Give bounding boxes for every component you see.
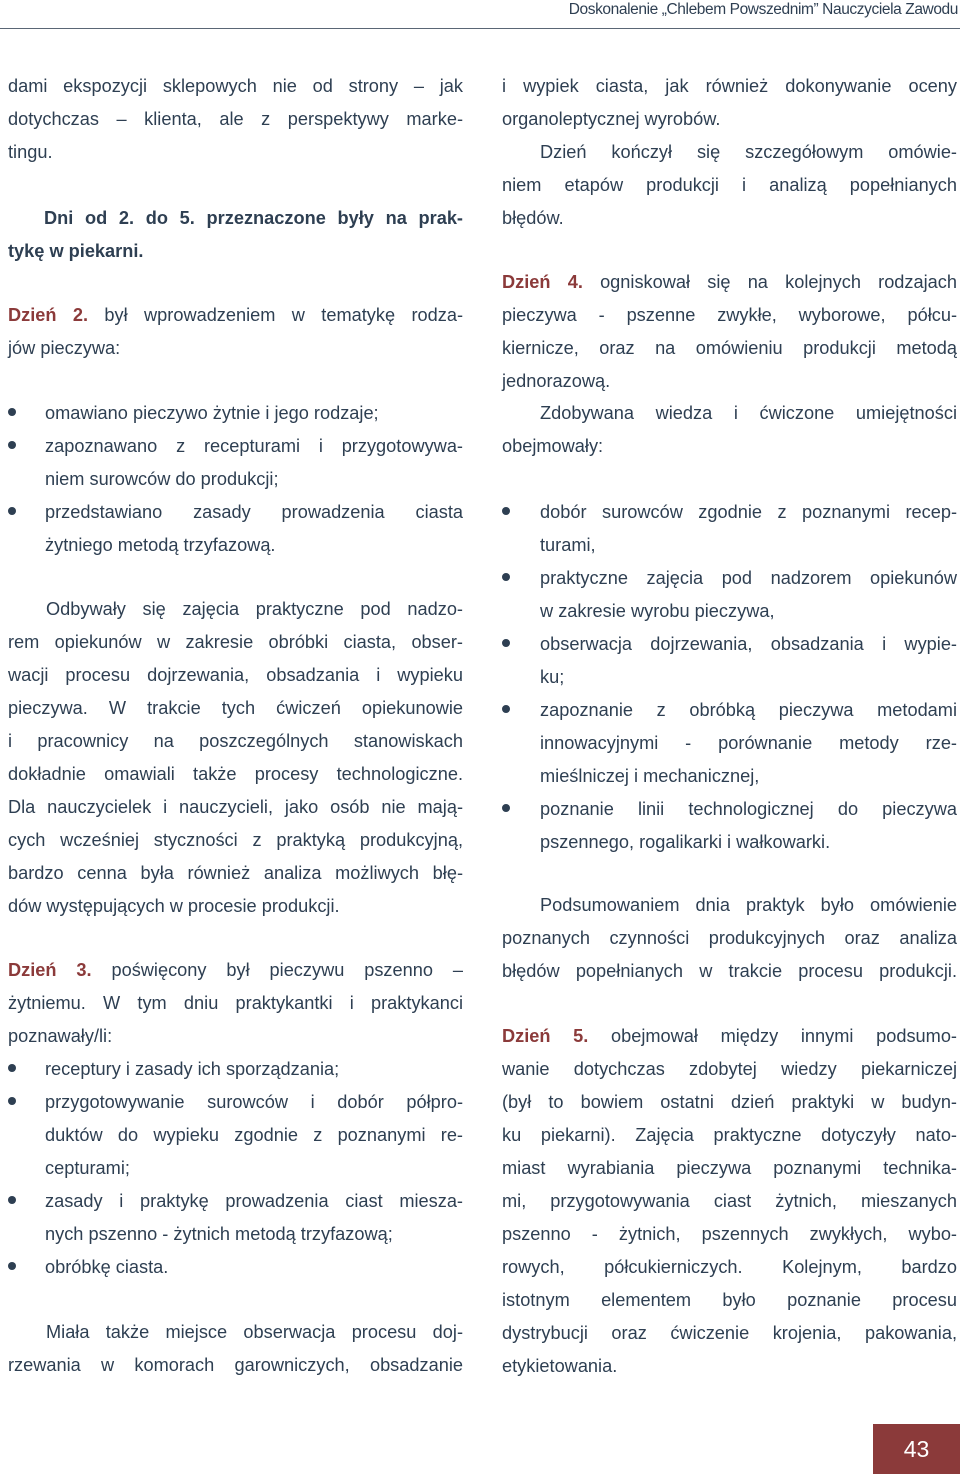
text-line: bardzo cenna była również analiza możliwych błę- — [8, 863, 463, 883]
bullet-item: obserwacja dojrzewania, obsadzania i wypie- — [540, 634, 957, 654]
text-line: jednorazową. — [502, 371, 611, 391]
text-line: wacji procesu dojrzewania, obsadzania i wypieku — [8, 665, 463, 685]
day-5-line: Dzień 5. obejmował między innymi podsumo- — [502, 1026, 957, 1046]
text-line: Odbywały się zajęcia praktyczne pod nadzo- — [46, 599, 463, 619]
bullet-dot — [8, 1097, 16, 1105]
text-line: wanie dotychczas zdobytej wiedzy piekarniczej — [502, 1059, 957, 1079]
text-line: poznanych czynności produkcyjnych oraz analiza — [502, 928, 957, 948]
day-2-label: Dzień 2. — [8, 305, 89, 325]
bullet-item-cont: niem surowców do produkcji; — [45, 469, 279, 489]
text-line: jów pieczywa: — [8, 338, 121, 358]
bullet-item-cont: cepturami; — [45, 1158, 130, 1178]
bullet-item-cont: innowacyjnymi - porównanie metody rze- — [540, 733, 957, 753]
text-line: cych wcześniej styczności z praktyką produkcyjną, — [8, 830, 463, 850]
bullet-item: poznanie linii technologicznej do pieczywa — [540, 799, 957, 819]
text-line: dokładnie omawiali także procesy technologiczne. — [8, 764, 463, 784]
bullet-item: przygotowywanie surowców i dobór półpro- — [45, 1092, 463, 1112]
text-line: i pracownicy na poszczególnych stanowiskach — [8, 731, 463, 751]
text-line: dów występujących w procesie produkcji. — [8, 896, 340, 916]
bullet-item: omawiano pieczywo żytnie i jego rodzaje; — [45, 403, 379, 423]
bullet-dot — [8, 408, 16, 416]
bullet-item-cont: pszennego, rogalikarki i wałkowarki. — [540, 832, 831, 852]
text-line: Dni od 2. do 5. przeznaczone były na prak- — [44, 208, 463, 228]
text-line: Dla nauczycielek i nauczycieli, jako osób nie mają- — [8, 797, 463, 817]
text-line: błędów popełnianych w trakcie procesu produkcji. — [502, 961, 957, 981]
day-5-label: Dzień 5. — [502, 1026, 589, 1046]
bullet-item: zasady i praktykę prowadzenia ciast miesza- — [45, 1191, 463, 1211]
bullet-dot — [502, 573, 510, 581]
day-3-label: Dzień 3. — [8, 960, 92, 980]
bullet-dot — [8, 1196, 16, 1204]
text-line: tingu. — [8, 142, 53, 162]
bullet-item-cont: duktów do wypieku zgodnie z poznanymi re- — [45, 1125, 463, 1145]
text-line: rowych, półcukierniczych. Kolejnym, bardzo — [502, 1257, 957, 1277]
bullet-dot — [8, 1262, 16, 1270]
bullet-dot — [8, 441, 16, 449]
header-rule — [0, 28, 960, 29]
bullet-item: przedstawiano zasady prowadzenia ciasta — [45, 502, 463, 522]
text-line: Podsumowaniem dnia praktyk było omówienie — [540, 895, 957, 915]
text-line: błędów. — [502, 208, 564, 228]
bullet-dot — [8, 507, 16, 515]
text-line: rzewania w komorach garowniczych, obsadzanie — [8, 1355, 463, 1375]
text-line: mi, przygotowywania ciast żytnich, mieszanych — [502, 1191, 957, 1211]
bullet-item: obróbkę ciasta. — [45, 1257, 169, 1277]
bullet-item: zapoznawano z recepturami i przygotowywa- — [45, 436, 463, 456]
text-line: pieczywa. W trakcie tych ćwiczeń opiekunowie — [8, 698, 463, 718]
text-line: rem opiekunów w zakresie obróbki ciasta, obser- — [8, 632, 463, 652]
text-line: obejmowały: — [502, 436, 604, 456]
text-line: istotnym elementem było poznanie procesu — [502, 1290, 957, 1310]
bullet-item: praktyczne zajęcia pod nadzorem opiekunów — [540, 568, 957, 588]
bullet-dot — [8, 1064, 16, 1072]
day-3-line: Dzień 3. poświęcony był pieczywu pszenno – — [8, 960, 463, 980]
day-4-line: Dzień 4. ogniskował się na kolejnych rodzajach — [502, 272, 957, 292]
bullet-item-cont: ku; — [540, 667, 565, 687]
text-line: Zdobywana wiedza i ćwiczone umiejętności — [540, 403, 957, 423]
day-2-line: Dzień 2. był wprowadzeniem w tematykę rodza- — [8, 305, 464, 325]
bullet-dot — [502, 705, 510, 713]
bullet-item-cont: nych pszenno - żytnich metodą trzyfazową; — [45, 1224, 393, 1244]
bullet-item-cont: w zakresie wyrobu pieczywa, — [540, 601, 775, 621]
bullet-dot — [502, 639, 510, 647]
bullet-item-cont: żytniego metodą trzyfazową. — [45, 535, 276, 555]
text-line: dystrybucji oraz ćwiczenie krojenia, pakowania, — [502, 1323, 957, 1343]
day-4-label: Dzień 4. — [502, 272, 583, 292]
text-line: etykietowania. — [502, 1356, 618, 1376]
text-line: dami ekspozycji sklepowych nie od strony – jak — [8, 76, 463, 96]
text-line: żytniemu. W tym dniu praktykantki i praktykanci — [8, 993, 463, 1013]
text-line: i wypiek ciasta, jak również dokonywanie oceny — [502, 76, 957, 96]
text-line: pszenno - żytnich, pszennych zwykłych, wybo- — [502, 1224, 957, 1244]
text-line: tykę w piekarni. — [8, 241, 144, 261]
text-line: Miała także miejsce obserwacja procesu doj- — [46, 1322, 463, 1342]
text-line: organoleptycznej wyrobów. — [502, 109, 721, 129]
bullet-dot — [502, 507, 510, 515]
bullet-item: dobór surowców zgodnie z poznanymi recep- — [540, 502, 957, 522]
bullet-item: zapoznanie z obróbką pieczywa metodami — [540, 700, 957, 720]
text-line: dotychczas – klienta, ale z perspektywy marke- — [8, 109, 463, 129]
text-line: ku piekarni). Zajęcia praktyczne dotyczyły nato- — [502, 1125, 957, 1145]
bullet-item-cont: turami, — [540, 535, 596, 555]
bullet-dot — [502, 804, 510, 812]
text-line: poznawały/li: — [8, 1026, 113, 1046]
text-line: miast wyrabiania pieczywa poznanymi technika- — [502, 1158, 957, 1178]
bullet-item: receptury i zasady ich sporządzania; — [45, 1059, 340, 1079]
text-line: niem etapów produkcji i analizą popełnianych — [502, 175, 957, 195]
page-number-badge: 43 — [873, 1424, 960, 1474]
running-header — [0, 0, 960, 30]
text-line: kiernicze, oraz na omówieniu produkcji metodą — [502, 338, 957, 358]
text-line: (był to bowiem ostatni dzień praktyki w budyn- — [502, 1092, 957, 1112]
running-header-title: Doskonalenie „Chlebem Powszednim” Nauczyciela Zawodu — [568, 1, 958, 18]
text-line: pieczywa - pszenne zwykłe, wyborowe, półcu- — [502, 305, 957, 325]
text-line: Dzień kończył się szczegółowym omówie- — [540, 142, 957, 162]
bullet-item-cont: mieślniczej i mechanicznej, — [540, 766, 760, 786]
